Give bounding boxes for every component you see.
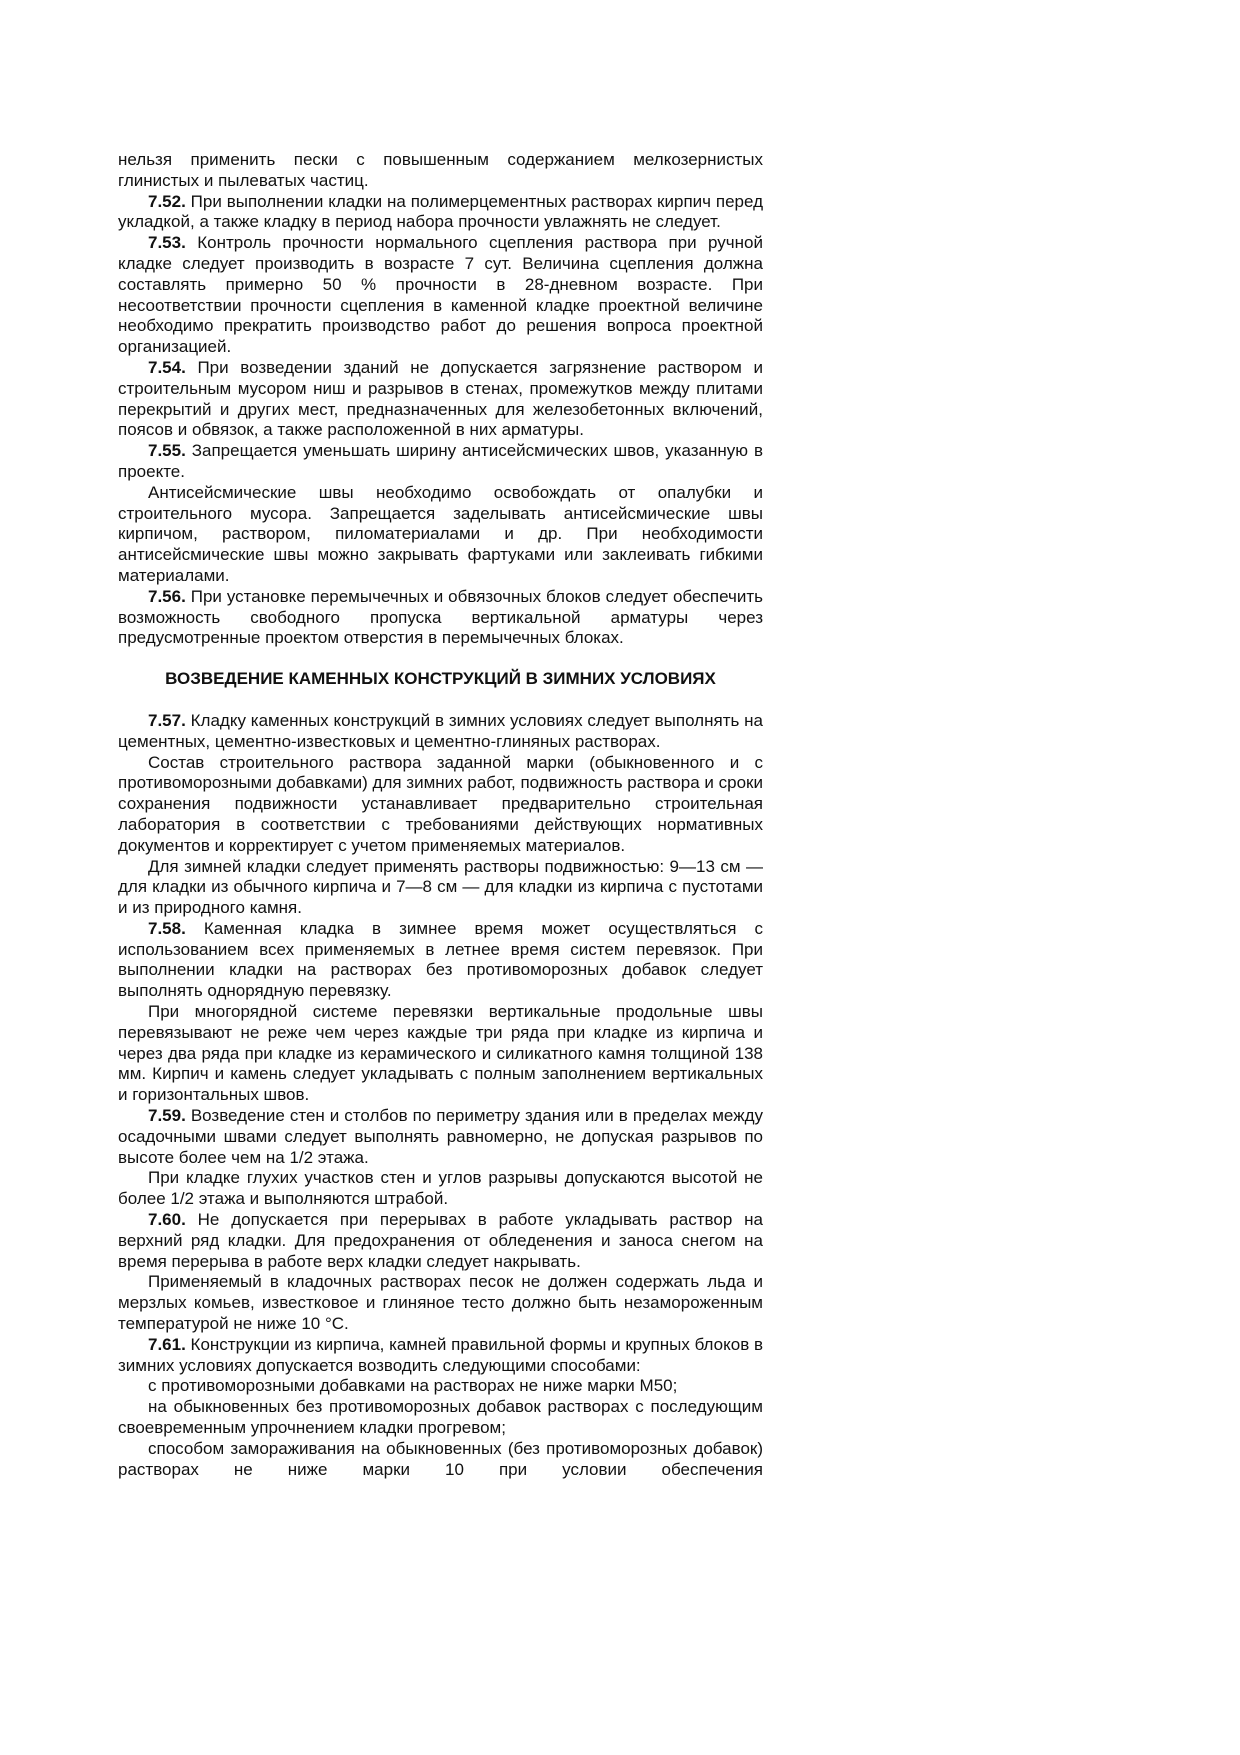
paragraph-text: При выполнении кладки на полимерцементных растворах кирпич перед укладкой, а также кладку в период набора прочности увлажнять не следует. bbox=[118, 191, 763, 232]
paragraph-text: При кладке глухих участков стен и углов разрывы допускаются высотой не более 1/2 этажа и выполняются штрабой. bbox=[118, 1168, 763, 1209]
paragraph-text: Кладку каменных конструкций в зимних условиях следует выполнять на цементных, цементно-известковых и цементно-глиняных растворах. bbox=[118, 710, 763, 751]
paragraph-7-57-mortar-composition bbox=[118, 753, 763, 857]
paragraph-7-60-sand bbox=[118, 1272, 763, 1334]
paragraph-text: Каменная кладка в зимнее время может осуществляться с использованием всех применяемых в летнее время систем перевязок. При выполнении кладки на растворах без противоморозных добавок следует выполнять однорядную перевязку. bbox=[118, 918, 763, 1001]
paragraph-text: При возведении зданий не допускается загрязнение раствором и строительным мусором ниш и разрывов в стенах, промежутков между плитами перекрытий и других мест, предназначенных для железобетонных включений, поясов и обвязок, а также расположенной в них арматуры. bbox=[118, 357, 763, 440]
list-item-freezing-method bbox=[118, 1439, 763, 1481]
paragraph-7-58 bbox=[118, 919, 763, 1002]
paragraph-text: с противоморозными добавками на растворах не ниже марки М50; bbox=[148, 1376, 678, 1396]
paragraph-text: способом замораживания на обыкновенных (без противоморозных добавок) растворах не ниже марки 10 при условии обеспечения bbox=[118, 1438, 763, 1479]
paragraph-text: Не допускается при перерывах в работе укладывать раствор на верхний ряд кладки. Для предохранения от обледенения и заноса снегом на время перерыва в работе верх кладки следует накрывать. bbox=[118, 1210, 763, 1271]
paragraph-7-54 bbox=[118, 358, 763, 441]
list-item-heating bbox=[118, 1397, 763, 1439]
clause-number: 7.53. bbox=[148, 233, 186, 253]
paragraph-7-57 bbox=[118, 711, 763, 753]
paragraphs-after-heading bbox=[118, 711, 763, 1480]
paragraph-text: Конструкции из кирпича, камней правильной формы и крупных блоков в зимних условиях допускается возводить следующими способами: bbox=[118, 1334, 763, 1375]
paragraph-continued bbox=[118, 150, 763, 192]
clause-number: 7.55. bbox=[148, 441, 186, 461]
paragraph-7-58-multirow bbox=[118, 1002, 763, 1106]
paragraph-text: Контроль прочности нормального сцепления раствора при ручной кладке следует производить в возрасте 7 сут. Величина сцепления должна составлять примерно 50 % прочности в 28-дневном возрасте. При несоответствии прочности сцепления в каменной кладке проектной величине необходимо прекратить производство работ до решения вопроса проектной организацией. bbox=[118, 233, 763, 357]
paragraph-7-55 bbox=[118, 441, 763, 483]
paragraph-7-57-mobility bbox=[118, 857, 763, 919]
clause-number: 7.56. bbox=[148, 586, 186, 606]
document-page bbox=[118, 150, 763, 1480]
clause-number: 7.60. bbox=[148, 1210, 186, 1230]
paragraph-7-60 bbox=[118, 1210, 763, 1272]
paragraph-text: Антисейсмические швы необходимо освобождать от опалубки и строительного мусора. Запрещается заделывать антисейсмические швы кирпичом, раствором, пиломатериалами и др. При необходимости антисейсмические швы можно закрывать фартуками или заклеивать гибкими материалами. bbox=[118, 482, 763, 585]
clause-number: 7.57. bbox=[148, 710, 186, 730]
paragraph-7-53 bbox=[118, 233, 763, 358]
paragraph-7-59-gaps bbox=[118, 1168, 763, 1210]
paragraph-text: нельзя применить пески с повышенным содержанием мелкозернистых глинистых и пылеватых частиц. bbox=[118, 150, 763, 190]
clause-number: 7.59. bbox=[148, 1106, 186, 1126]
paragraph-text: Для зимней кладки следует применять растворы подвижностью: 9—13 см — для кладки из обычного кирпича и 7—8 см — для кладки из кирпича с пустотами и из природного камня. bbox=[118, 856, 763, 918]
paragraph-text: на обыкновенных без противоморозных добавок растворах с последующим своевременным упрочнением кладки прогревом; bbox=[118, 1397, 763, 1438]
paragraph-text: Запрещается уменьшать ширину антисейсмических швов, указанную в проекте. bbox=[118, 441, 763, 481]
paragraph-7-56 bbox=[118, 587, 763, 649]
list-item-antifreeze-additives bbox=[118, 1376, 763, 1397]
paragraph-text: Применяемый в кладочных растворах песок не должен содержать льда и мерзлых комьев, известковое и глиняное тесто должно быть незамороженным температурой не ниже 10 °С. bbox=[118, 1272, 763, 1334]
paragraph-7-52 bbox=[118, 192, 763, 234]
clause-number: 7.58. bbox=[148, 918, 186, 938]
paragraph-text: Состав строительного раствора заданной марки (обыкновенного и с противоморозными добавками) для зимних работ, подвижность раствора и сроки сохранения подвижности устанавливает предварительно строительная лаборатория в соответствии с требованиями действующих нормативных документов и корректирует с учетом применяемых материалов. bbox=[118, 752, 763, 855]
clause-number: 7.54. bbox=[148, 357, 186, 377]
paragraph-text: Возведение стен и столбов по периметру здания или в пределах между осадочными швами следует выполнять равномерно, не допуская разрывов по высоте более чем на 1/2 этажа. bbox=[118, 1106, 763, 1167]
paragraph-text: При многорядной системе перевязки вертикальные продольные швы перевязывают не реже чем через каждые три ряда при кладке из кирпича и через два ряда при кладке из керамического и силикатного камня толщиной 138 мм. Кирпич и камень следует укладывать с полным заполнением вертикальных и горизонтальных швов. bbox=[118, 1002, 763, 1105]
paragraph-text: При установке перемычечных и обвязочных блоков следует обеспечить возможность свободного пропуска вертикальной арматуры через предусмотренные проектом отверстия в перемычечных блоках. bbox=[118, 586, 763, 648]
section-heading: ВОЗВЕДЕНИЕ КАМЕННЫХ КОНСТРУКЦИЙ В ЗИМНИХ УСЛОВИЯХ bbox=[165, 669, 716, 689]
clause-number: 7.61. bbox=[148, 1334, 186, 1354]
paragraphs-before-heading bbox=[118, 150, 763, 649]
paragraph-7-59 bbox=[118, 1106, 763, 1168]
clause-number: 7.52. bbox=[148, 191, 186, 211]
paragraph-7-61 bbox=[118, 1335, 763, 1377]
paragraph-7-55-continued bbox=[118, 483, 763, 587]
